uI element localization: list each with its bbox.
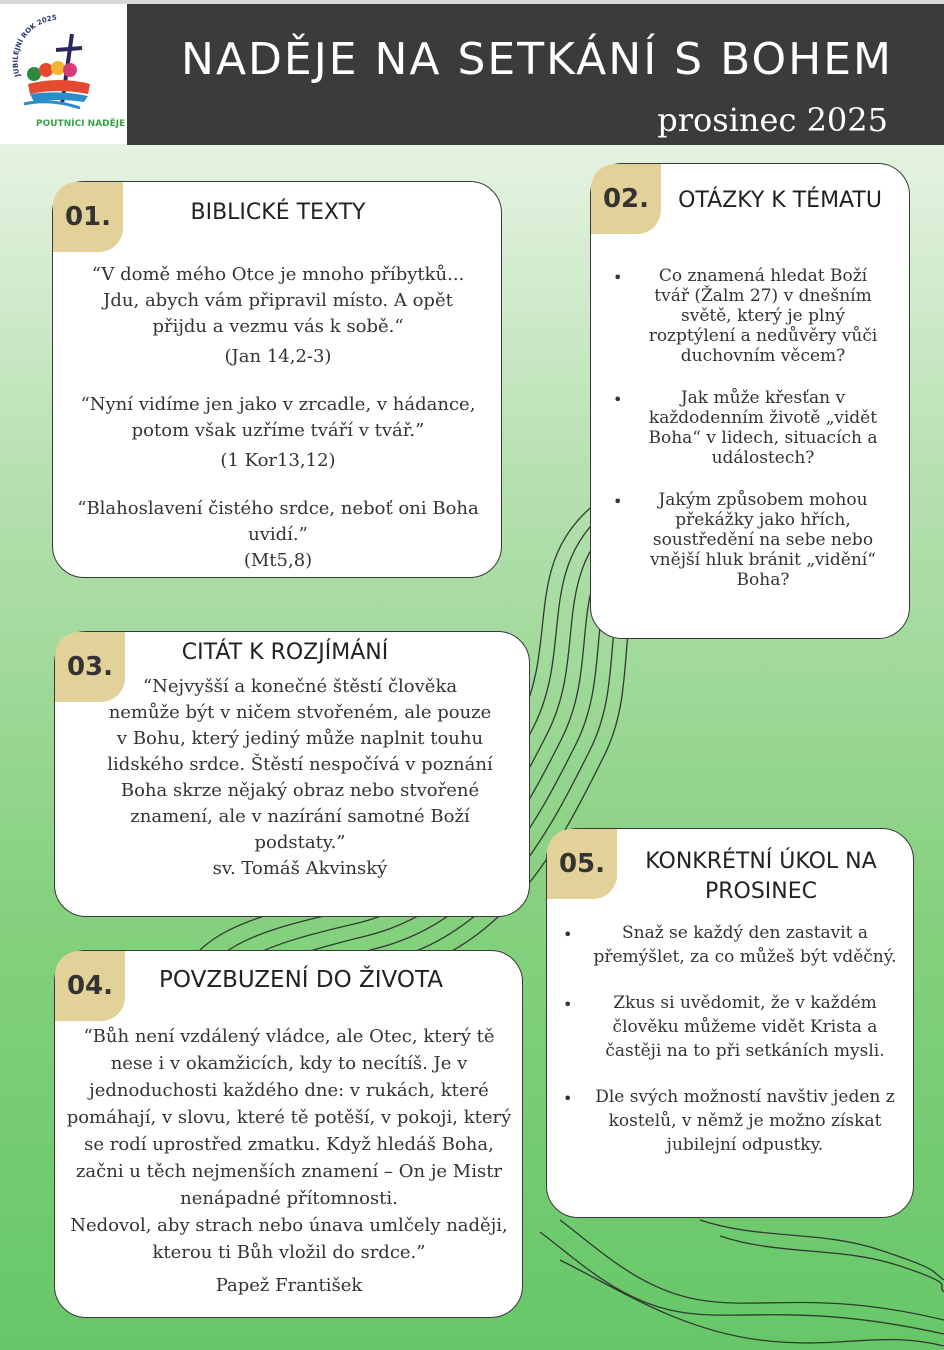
card-monthly-task <box>546 828 914 1218</box>
card-body <box>61 1023 517 1299</box>
quote-text: Nedovol, aby strach nebo únava umlčely naději, kterou ti Bůh vložil do srdce.” <box>70 1215 508 1263</box>
logo-text-top: JUBILEJNÍ ROK 2025 <box>11 13 58 78</box>
question-list <box>605 266 887 590</box>
list-item: • Jakým způsobem mohou překážky jako hřích, soustředění na sebe nebo vnější hluk bránit „vidění“ Boha? <box>613 490 876 590</box>
bullet-icon: • <box>563 995 573 1014</box>
quote-reference: (Mt5,8) <box>243 550 313 571</box>
page-header <box>127 4 944 145</box>
quote-author: sv. Tomáš Akvinský <box>212 858 388 879</box>
card-biblical-texts <box>52 181 502 578</box>
list-item: • Dle svých možností navštiv jeden z kostelů, v němž je možno získat jubilejní odpustky. <box>563 1087 895 1155</box>
quote-reference: (Jan 14,2-3) <box>224 346 332 367</box>
bullet-icon: • <box>613 492 623 511</box>
list-item: • Co znamená hledat Boží tvář (Žalm 27) v dnešním světě, který je plný rozptýlení a nedůvěry vůči duchovním věcem? <box>613 266 878 366</box>
bullet-icon: • <box>613 268 623 287</box>
bullet-icon: • <box>563 1089 573 1108</box>
card-title: BIBLICKÉ TEXTY <box>190 200 366 225</box>
quote-text: “Blahoslavení čistého srdce, neboť oni Boha uvidí.” <box>77 498 479 545</box>
page-subtitle: prosinec 2025 <box>657 101 888 139</box>
list-item: • Jak může křesťan v každodenním životě „vidět Boha“ v lidech, situacích a událostech? <box>613 388 878 468</box>
bullet-icon: • <box>563 925 573 944</box>
quote-text: “Nejvyšší a konečné štěstí člověka nemůže být v ničem stvořeném, ale pouze v Bohu, který jediný může naplnit touhu lidského srdce. Štěstí nespočívá v poznání Boha skrze nějaký obraz nebo stvořené znamení, ale v nazírání samotné Boží podstaty.” <box>107 676 493 853</box>
logo-text-bottom: POUTNÍCI NADĚJE <box>36 119 126 129</box>
list-item: • Zkus si uvědomit, že v každém člověku můžeme vidět Krista a častěji na to při setkáních mysli. <box>563 993 885 1061</box>
card-encouragement <box>54 950 523 1318</box>
card-number: 04. <box>55 951 125 1021</box>
jubilee-logo-icon <box>0 4 127 144</box>
card-meditation-quote <box>54 631 530 917</box>
card-number: 02. <box>591 164 661 234</box>
card-body <box>77 262 479 574</box>
bullet-icon: • <box>613 390 623 409</box>
card-number: 05. <box>547 829 617 899</box>
card-title: POVZBUZENÍ DO ŽIVOTA <box>159 967 443 993</box>
page-title: NADĚJE NA SETKÁNÍ S BOHEM <box>181 34 893 85</box>
card-title: OTÁZKY K TÉMATU <box>678 188 882 213</box>
quote-text: “Nyní vidíme jen jako v zrcadle, v hádance, potom však uzříme tváří v tvář.” <box>80 394 476 441</box>
card-body <box>105 674 495 882</box>
quote-author: Papež František <box>215 1275 363 1296</box>
list-item: • Snaž se každý den zastavit a přemýšlet, za co můžeš být vděčný. <box>563 923 897 967</box>
quote-reference: (1 Kor13,12) <box>220 450 336 471</box>
task-list <box>555 921 901 1157</box>
quote-text: “V domě mého Otce je mnoho příbytků... Jdu, abych vám připravil místo. A opět přijdu a vezmu vás k sobě.“ <box>91 264 465 337</box>
card-title: KONKRÉTNÍ ÚKOL NA PROSINEC <box>645 849 877 904</box>
card-questions <box>590 163 910 639</box>
card-number: 01. <box>53 182 123 252</box>
card-title: CITÁT K ROZJÍMÁNÍ <box>181 640 389 665</box>
quote-text: “Bůh není vzdálený vládce, ale Otec, který tě nese i v okamžicích, kdy to necítíš. Je v jednoduchosti každého dne: v rukách, které pomáhají, v slovu, které tě potěší, v pokoji, který se rodí uprostřed zmatku. Když hledáš Boha, začni u těch nejmenších znamení – On je Mistr nenápadné přítomnosti. <box>66 1026 512 1209</box>
jubilee-logo <box>0 4 127 144</box>
card-number: 03. <box>55 632 125 702</box>
